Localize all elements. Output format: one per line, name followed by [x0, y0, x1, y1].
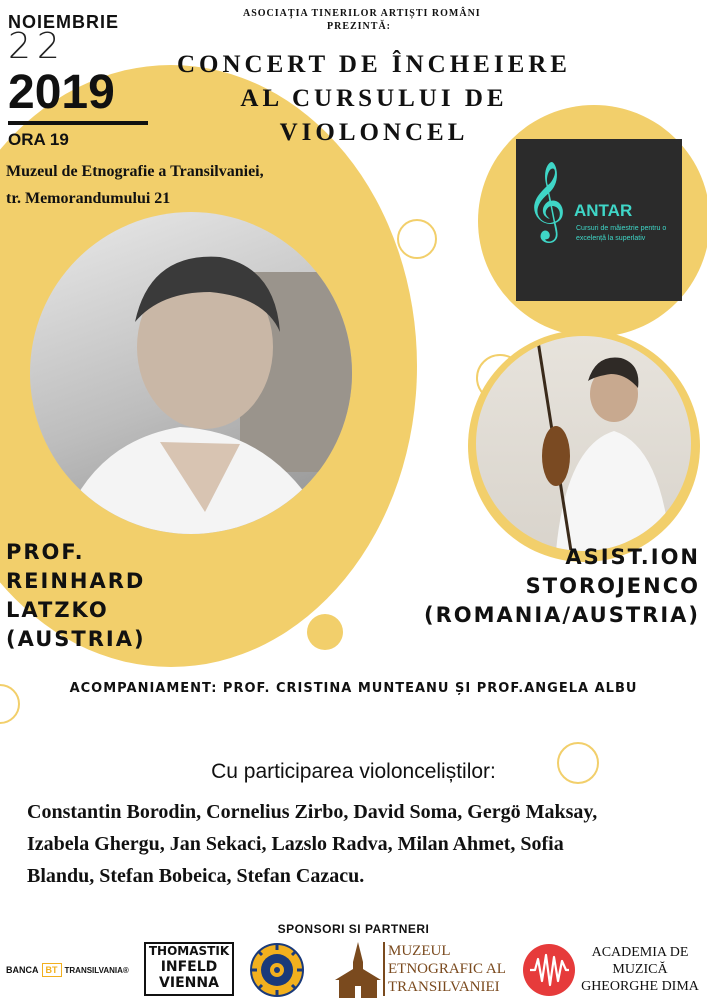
muzeu-line-2: ETNOGRAFIC AL — [388, 961, 506, 977]
church-icon — [333, 940, 383, 1000]
banca-right-text: TRANSILVANIA® — [64, 965, 129, 975]
rotary-emblem-icon — [249, 942, 305, 998]
muzeu-logo — [333, 940, 513, 1000]
professor-line-3: LATZKO — [6, 598, 109, 622]
antar-logo — [516, 139, 682, 301]
day-label: 22 — [8, 26, 66, 67]
professor-line-4: (AUSTRIA) — [6, 627, 146, 651]
banca-left-text: BANCA — [6, 965, 39, 975]
thomastik-logo — [144, 942, 234, 996]
antar-name: ANTAR — [574, 201, 633, 220]
professor-photo — [30, 212, 352, 534]
assistant-name — [400, 543, 700, 630]
muzeu-text — [383, 942, 506, 996]
treble-clef-icon: 𝄞 — [526, 161, 567, 240]
participants-line-3: Blandu, Stefan Bobeica, Stefan Cazacu. — [27, 865, 365, 887]
title-line-3: VIOLONCEL — [279, 119, 469, 146]
venue-line-2: tr. Memorandumului 21 — [6, 190, 171, 207]
assistant-line-1: ASIST.ION — [565, 545, 700, 569]
academia-line-1: ACADEMIA DE — [591, 945, 689, 960]
venue-line-1: Muzeul de Etnografie a Transilvaniei, — [6, 163, 264, 180]
banca-bt-mark: BT — [42, 963, 62, 977]
time-label: ORA 19 — [8, 130, 69, 149]
professor-name — [6, 538, 146, 654]
muzeu-line-1: MUZEUL — [388, 943, 451, 959]
academia-text — [580, 944, 700, 995]
month-label: NOIEMBRIE — [8, 12, 120, 32]
professor-line-2: REINHARD — [6, 569, 146, 593]
participants-line-1: Constantin Borodin, Cornelius Zirbo, David Soma, Gergö Maksay, — [27, 801, 598, 823]
muzeu-line-3: TRANSILVANIEI — [388, 979, 500, 995]
year-label: 2019 — [8, 66, 115, 119]
thomastik-line-3: VIENNA — [159, 975, 219, 991]
small-yellow-dot — [307, 614, 343, 650]
sound-wave-icon — [522, 943, 576, 997]
accompaniment-line: ACOMPANIAMENT: PROF. CRISTINA MUNTEANU ȘI PROF.ANGELA ALBU — [69, 681, 638, 696]
professor-line-1: PROF. — [6, 540, 85, 564]
assistant-photo — [476, 336, 691, 551]
cellist-placeholder-icon — [476, 336, 691, 551]
portrait-placeholder-icon — [30, 212, 352, 534]
antar-tagline-1: Cursuri de măiestrie pentru o — [576, 225, 667, 232]
academia-line-3: GHEORGHE DIMA — [581, 979, 699, 994]
thomastik-line-2: INFELD — [160, 959, 218, 975]
participants-line-2: Izabela Ghergu, Jan Sekaci, Lazslo Radva, Milan Ahmet, Sofia — [27, 833, 564, 855]
presents-line: PREZINTĂ: — [327, 21, 392, 32]
antar-tagline-2: excelență la superlativ — [576, 235, 646, 242]
sponsors-heading: SPONSORI SI PARTNERI — [277, 922, 430, 936]
academia-line-2: MUZICĂ — [612, 962, 668, 977]
participants-heading: Cu participarea violonceliștilor: — [211, 760, 496, 783]
academia-logo — [522, 942, 702, 998]
organizer-line: ASOCIAȚIA TINERILOR ARTIȘTI ROMÂNI — [243, 8, 481, 19]
year-underline — [8, 121, 148, 125]
assistant-line-2: STOROJENCO — [525, 574, 700, 598]
ring-top-right — [397, 219, 437, 259]
banca-transilvania-logo — [6, 961, 129, 979]
title-line-2: AL CURSULUI DE — [240, 85, 508, 112]
thomastik-line-1: THOMASTIK — [148, 944, 230, 958]
participants-list — [27, 796, 697, 892]
concert-title — [150, 48, 598, 150]
title-line-1: CONCERT DE ÎNCHEIERE — [176, 51, 571, 78]
assistant-line-3: (ROMANIA/AUSTRIA) — [423, 603, 700, 627]
